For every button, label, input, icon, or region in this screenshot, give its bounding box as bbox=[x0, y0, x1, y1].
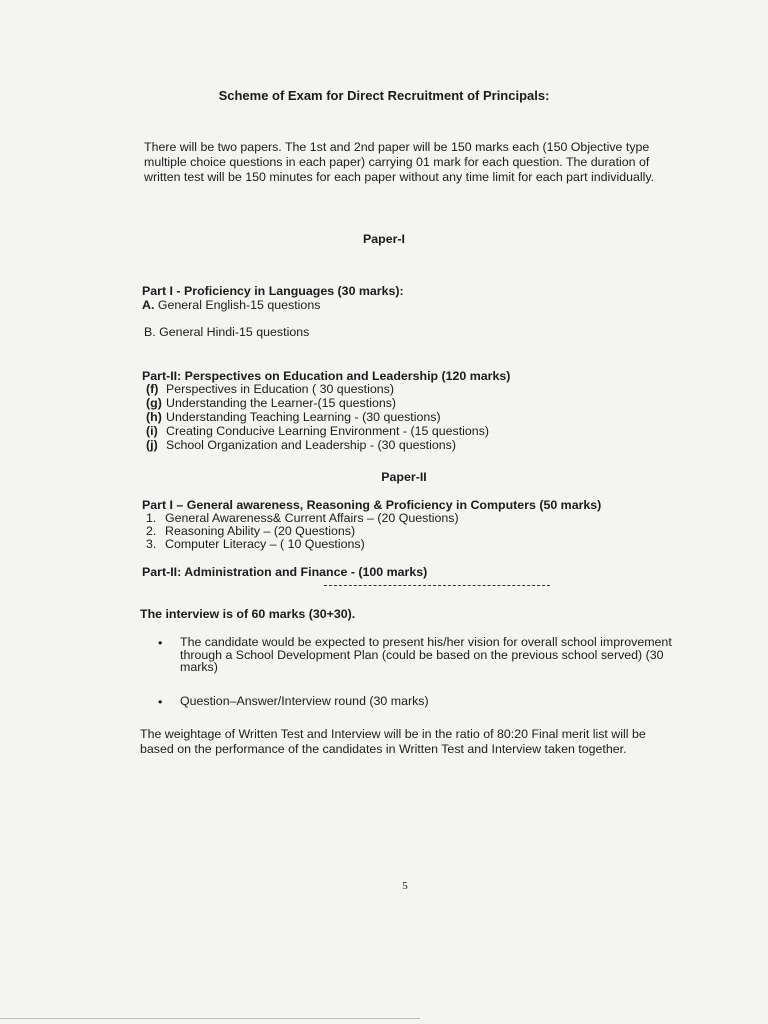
item-label: (i) bbox=[146, 424, 158, 438]
list-item bbox=[146, 424, 489, 438]
item-a-text: General English-15 questions bbox=[157, 298, 321, 312]
paper1-heading: Paper-I bbox=[362, 232, 405, 246]
weightage-line-2: based on the performance of the candidates in Written Test and Interview taken together. bbox=[140, 742, 627, 756]
item-text: Perspectives in Education ( 30 questions) bbox=[166, 382, 394, 396]
interview-bullet-1: The candidate would be expected to present his/her vision for overall school improvement through a School Development Plan (could be based on the previous school served) (30 marks) bbox=[180, 635, 672, 674]
intro-paragraph bbox=[144, 140, 704, 185]
weightage-line-1: The weightage of Written Test and Interview will be in the ratio of 80:20 Final merit list will be bbox=[140, 727, 646, 741]
list-item bbox=[146, 538, 365, 551]
paper1-part1-item-b: B. General Hindi-15 questions bbox=[144, 325, 310, 339]
bottom-edge-line bbox=[0, 1018, 420, 1019]
paper1-part2-heading: Part-II: Perspectives on Education and Leadership (120 marks) bbox=[142, 369, 511, 383]
item-number: 1. bbox=[146, 511, 157, 525]
document-title: Scheme of Exam for Direct Recruitment of Principals: bbox=[218, 88, 550, 103]
paper2-heading: Paper-II bbox=[381, 470, 427, 484]
item-number: 3. bbox=[146, 537, 157, 551]
item-text: Understanding Teaching Learning - (30 questions) bbox=[166, 410, 441, 424]
page-number: 5 bbox=[402, 880, 408, 892]
item-label: (j) bbox=[146, 438, 158, 452]
interview-heading: The interview is of 60 marks (30+30). bbox=[140, 607, 356, 621]
item-text: General Awareness& Current Affairs – (20 Questions) bbox=[165, 511, 459, 525]
item-text: Understanding the Learner-(15 questions) bbox=[166, 396, 397, 410]
item-label: (h) bbox=[146, 410, 162, 424]
intro-line-1: There will be two papers. The 1st and 2nd paper will be 150 marks each (150 Objective type bbox=[144, 140, 650, 154]
item-a-label: A. bbox=[142, 298, 155, 312]
paper2-part2-heading: Part-II: Administration and Finance - (100 marks) bbox=[142, 565, 428, 579]
list-item bbox=[146, 396, 396, 410]
paper2-part1-heading: Part I – General awareness, Reasoning & Proficiency in Computers (50 marks) bbox=[142, 498, 602, 512]
item-text: Reasoning Ability – (20 Questions) bbox=[165, 524, 356, 538]
bullet-icon: • bbox=[158, 695, 163, 709]
separator-line bbox=[324, 585, 550, 586]
item-text: Computer Literacy – ( 10 Questions) bbox=[165, 537, 365, 551]
item-number: 2. bbox=[146, 524, 157, 538]
intro-line-3: written test will be 150 minutes for each paper without any time limit for each part individually. bbox=[144, 170, 655, 184]
intro-line-2: multiple choice questions in each paper) carrying 01 mark for each question. The duration of bbox=[144, 155, 650, 169]
interview-bullet-2: Question–Answer/Interview round (30 marks) bbox=[180, 694, 429, 708]
bullet-icon: • bbox=[158, 636, 163, 650]
weightage-paragraph bbox=[140, 727, 710, 757]
item-label: (g) bbox=[146, 396, 162, 410]
list-item bbox=[146, 438, 456, 452]
item-text: Creating Conducive Learning Environment - (15 questions) bbox=[166, 424, 490, 438]
paper1-part1-heading: Part I - Proficiency in Languages (30 marks): bbox=[142, 284, 404, 298]
item-text: School Organization and Leadership - (30 questions) bbox=[166, 438, 456, 452]
list-item bbox=[146, 410, 441, 424]
item-label: (f) bbox=[146, 382, 159, 396]
list-item bbox=[146, 382, 394, 396]
paper1-part1-item-a bbox=[142, 298, 320, 313]
